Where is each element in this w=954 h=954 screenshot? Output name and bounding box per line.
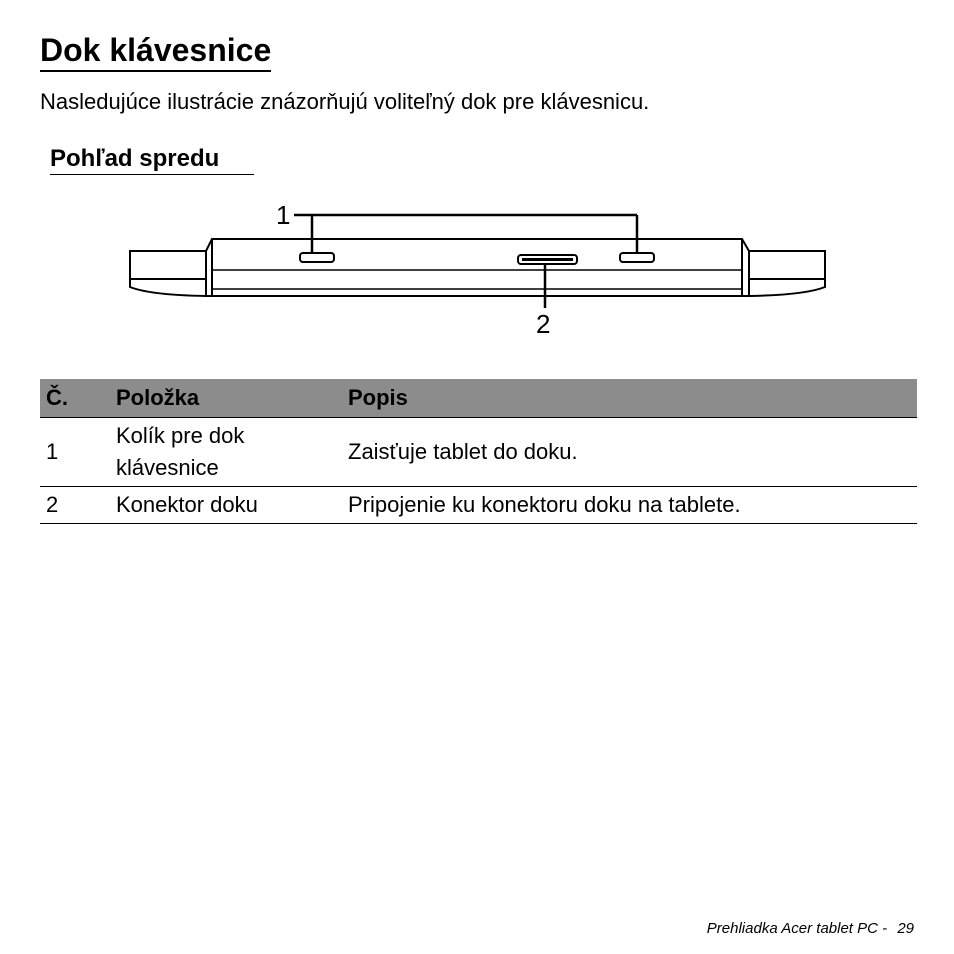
left-hinge [130, 251, 206, 279]
header-item: Položka [110, 379, 342, 418]
row-description: Zaisťuje tablet do doku. [342, 418, 917, 487]
row-item: Konektor doku [110, 487, 342, 524]
callout-1: 1 [276, 200, 291, 230]
component-table [40, 379, 917, 524]
page-footer [707, 920, 914, 937]
row-number: 1 [40, 418, 110, 487]
page-number: 29 [897, 920, 914, 937]
row-number: 2 [40, 487, 110, 524]
row-item: Kolík pre dok klávesnice [110, 418, 342, 487]
header-number: Č. [40, 379, 110, 418]
table-header-row [40, 379, 917, 418]
section-heading: Pohľad spredu [50, 144, 254, 175]
dock-body [206, 239, 749, 296]
dock-pin-right [620, 253, 654, 262]
right-hinge-base [749, 279, 825, 296]
table-row [40, 487, 917, 524]
dock-front-view-illustration [0, 195, 954, 345]
intro-text: Nasledujúce ilustrácie znázorňujú voliteľný dok pre klávesnicu. [40, 89, 650, 114]
callout-2: 2 [536, 309, 551, 339]
left-hinge-base [130, 279, 206, 296]
footer-text: Prehliadka Acer tablet PC - [706, 920, 888, 937]
right-hinge [749, 251, 825, 279]
table-row [40, 418, 917, 487]
dock-drawing [0, 195, 954, 345]
dock-pin-left [300, 253, 334, 262]
header-description: Popis [342, 379, 917, 418]
page-title: Dok klávesnice [40, 30, 271, 72]
row-description: Pripojenie ku konektoru doku na tablete. [342, 487, 917, 524]
